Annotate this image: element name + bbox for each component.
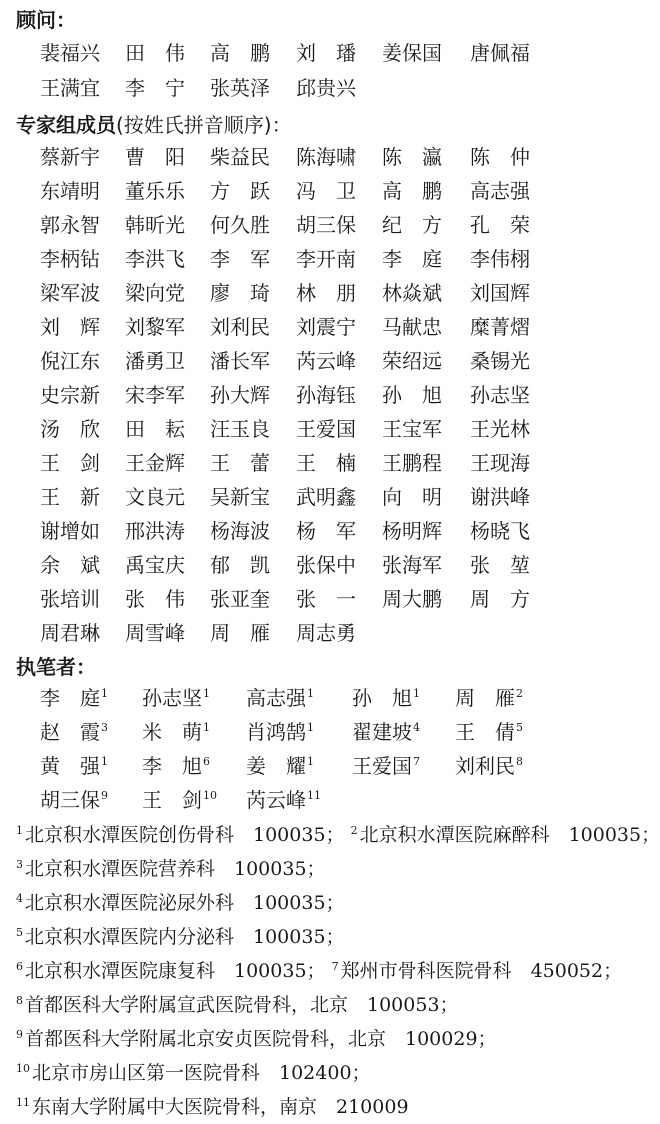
experts-heading-note: (按姓氏拼音顺序)： — [116, 113, 292, 137]
person-name: 高志强 — [470, 179, 530, 203]
person-name: 孙海钰 — [296, 383, 356, 407]
person-name: 周 雁$^2$ — [455, 686, 523, 710]
affiliation-marker: 1 — [307, 755, 314, 769]
affiliation-marker: 1 — [101, 755, 108, 769]
person-name: 刘利民$^8$ — [455, 754, 523, 778]
footnote-1: $^1$ 北京积水潭医院创伤骨科 100035； — [16, 823, 345, 846]
person-name: 曹 阳 — [125, 145, 185, 169]
person-name: 向 明 — [382, 485, 442, 509]
person-name: 刘黎军 — [125, 315, 185, 339]
affiliation-marker: 8 — [516, 755, 523, 769]
person-name: 荣绍远 — [382, 349, 442, 373]
person-name: 王 蕾 — [210, 451, 270, 475]
person-name: 柴益民 — [210, 145, 270, 169]
person-name: 纪 方 — [382, 213, 442, 237]
person-name: 汤 欣 — [40, 417, 100, 441]
person-name: 杨明辉 — [382, 519, 442, 543]
person-name: 马献忠 — [382, 315, 442, 339]
affiliation-marker: 1 — [203, 687, 210, 701]
person-name: 姜保国 — [382, 41, 442, 65]
person-name: 廖 琦 — [210, 281, 270, 305]
person-name: 潘长军 — [210, 349, 270, 373]
affiliation-marker: 10 — [203, 789, 217, 803]
person-name: 张 堃 — [470, 553, 530, 577]
person-name: 郭永智 — [40, 213, 100, 237]
footnote-5: $^5$ 北京积水潭医院内分泌科 100035； — [16, 925, 345, 948]
person-name: 汪玉良 — [210, 417, 270, 441]
footnote-line — [16, 954, 623, 988]
person-name: 余 斌 — [40, 553, 100, 577]
person-name: 蔡新宇 — [40, 145, 100, 169]
person-name: 孙 旭$^1$ — [352, 686, 420, 710]
person-name: 王 新 — [40, 485, 100, 509]
person-name: 张英泽 — [210, 76, 270, 100]
person-name: 吴新宝 — [210, 485, 270, 509]
footnote-line — [16, 886, 592, 920]
person-name: 王金辉 — [125, 451, 185, 475]
person-name: 张培训 — [40, 587, 100, 611]
person-name: 张海军 — [382, 553, 442, 577]
person-name: 高 鹏 — [382, 179, 442, 203]
person-name: 田 伟 — [125, 41, 185, 65]
person-name: 李柄钻 — [40, 247, 100, 271]
affiliation-marker: 2 — [516, 687, 523, 701]
person-name: 董乐乐 — [125, 179, 185, 203]
person-name: 李 旭$^6$ — [142, 754, 210, 778]
affiliation-marker: 11 — [307, 789, 321, 803]
person-name: 李 庭$^1$ — [40, 686, 108, 710]
person-name: 桑锡光 — [470, 349, 530, 373]
affiliation-marker: 7 — [413, 755, 420, 769]
footnote-2: $^2$ 北京积水潭医院麻醉科 100035； — [350, 823, 660, 846]
person-name: 王 剑$^{10}$ — [142, 788, 217, 812]
footnote-11: $^{11}$ 东南大学附属中大医院骨科，南京 210009 — [16, 1095, 409, 1118]
affiliation-marker: 1 — [203, 721, 210, 735]
person-name: 张亚奎 — [210, 587, 270, 611]
person-name: 王爱国$^7$ — [352, 754, 420, 778]
person-name: 武明鑫 — [296, 485, 356, 509]
person-name: 李 军 — [210, 247, 270, 271]
person-name: 周 雁 — [210, 621, 270, 645]
person-name: 谢洪峰 — [470, 485, 530, 509]
person-name: 梁军波 — [40, 281, 100, 305]
person-name: 张 一 — [296, 587, 356, 611]
person-name: 王爱国 — [296, 417, 356, 441]
person-name: 刘 璠 — [296, 41, 356, 65]
footnote-line — [16, 852, 592, 886]
person-name: 刘 辉 — [40, 315, 100, 339]
person-name: 李洪飞 — [125, 247, 185, 271]
person-name: 东靖明 — [40, 179, 100, 203]
person-name: 林焱斌 — [382, 281, 442, 305]
person-name: 潘勇卫 — [125, 349, 185, 373]
person-name: 翟建坡$^4$ — [352, 720, 420, 744]
experts-heading — [16, 113, 292, 137]
footnote-line — [16, 988, 592, 1022]
footnote-10: $^{10}$ 北京市房山区第一医院骨科 102400； — [16, 1061, 371, 1084]
person-name: 王 倩$^5$ — [455, 720, 523, 744]
footnote-line — [16, 1056, 592, 1090]
affiliation-marker: 1 — [101, 687, 108, 701]
person-name: 王现海 — [470, 451, 530, 475]
person-name: 李 宁 — [125, 76, 185, 100]
footnote-7: $^7$ 郑州市骨科医院骨科 450052； — [331, 959, 623, 982]
footnote-3: $^3$ 北京积水潭医院营养科 100035； — [16, 857, 326, 880]
person-name: 倪江东 — [40, 349, 100, 373]
person-name: 唐佩福 — [470, 41, 530, 65]
person-name: 周大鹏 — [382, 587, 442, 611]
person-name: 谢增如 — [40, 519, 100, 543]
person-name: 史宗新 — [40, 383, 100, 407]
affiliation-footnotes — [16, 818, 660, 1124]
person-name: 田 耘 — [125, 417, 185, 441]
affiliation-marker: 3 — [101, 721, 108, 735]
affiliation-marker: 6 — [203, 755, 210, 769]
footnote-6: $^6$ 北京积水潭医院康复科 100035； — [16, 959, 326, 982]
person-name: 冯 卫 — [296, 179, 356, 203]
person-name: 李伟栩 — [470, 247, 530, 271]
person-name: 糜菁熠 — [470, 315, 530, 339]
affiliation-marker: 5 — [516, 721, 523, 735]
person-name: 周雪峰 — [125, 621, 185, 645]
person-name: 周 方 — [470, 587, 530, 611]
person-name: 胡三保$^9$ — [40, 788, 108, 812]
person-name: 杨晓飞 — [470, 519, 530, 543]
person-name: 林 朋 — [296, 281, 356, 305]
person-name: 郁 凯 — [210, 553, 270, 577]
person-name: 胡三保 — [296, 213, 356, 237]
footnote-4: $^4$ 北京积水潭医院泌尿外科 100035； — [16, 891, 345, 914]
person-name: 孙志坚$^1$ — [142, 686, 210, 710]
person-name: 刘利民 — [210, 315, 270, 339]
person-name: 孙志坚 — [470, 383, 530, 407]
person-name: 杨海波 — [210, 519, 270, 543]
person-name: 芮云峰$^{11}$ — [246, 788, 321, 812]
person-name: 宋李军 — [125, 383, 185, 407]
person-name: 李开南 — [296, 247, 356, 271]
footnote-line — [16, 920, 592, 954]
person-name: 裴福兴 — [40, 41, 100, 65]
person-name: 杨 军 — [296, 519, 356, 543]
person-name: 孔 荣 — [470, 213, 530, 237]
person-name: 陈 瀛 — [382, 145, 442, 169]
person-name: 周君琳 — [40, 621, 100, 645]
experts-heading-title: 专家组成员 — [16, 113, 116, 137]
footnote-8: $^8$ 首都医科大学附属宣武医院骨科，北京 100053； — [16, 993, 459, 1016]
person-name: 王满宜 — [40, 76, 100, 100]
affiliation-marker: 4 — [413, 721, 420, 735]
person-name: 王鹏程 — [382, 451, 442, 475]
person-name: 王宝军 — [382, 417, 442, 441]
person-name: 米 萌$^1$ — [142, 720, 210, 744]
person-name: 邱贵兴 — [296, 76, 356, 100]
person-name: 禹宝庆 — [125, 553, 185, 577]
footnote-line — [16, 818, 660, 852]
person-name: 孙大辉 — [210, 383, 270, 407]
footnote-line — [16, 1090, 592, 1124]
person-name: 刘国辉 — [470, 281, 530, 305]
advisors-heading: 顾问： — [16, 8, 76, 32]
person-name: 张 伟 — [125, 587, 185, 611]
person-name: 刘震宁 — [296, 315, 356, 339]
person-name: 张保中 — [296, 553, 356, 577]
footnote-line — [16, 1022, 592, 1056]
affiliation-marker: 1 — [307, 687, 314, 701]
person-name: 王 剑 — [40, 451, 100, 475]
person-name: 韩昕光 — [125, 213, 185, 237]
person-name: 文良元 — [125, 485, 185, 509]
person-name: 王 楠 — [296, 451, 356, 475]
person-name: 邢洪涛 — [125, 519, 185, 543]
person-name: 姜 耀$^1$ — [246, 754, 314, 778]
person-name: 周志勇 — [296, 621, 356, 645]
footnote-9: $^9$ 首都医科大学附属北京安贞医院骨科，北京 100029； — [16, 1027, 497, 1050]
person-name: 何久胜 — [210, 213, 270, 237]
person-name: 芮云峰 — [296, 349, 356, 373]
person-name: 肖鸿鹄$^1$ — [246, 720, 314, 744]
person-name: 梁向党 — [125, 281, 185, 305]
person-name: 高 鹏 — [210, 41, 270, 65]
person-name: 王光林 — [470, 417, 530, 441]
person-name: 陈 仲 — [470, 145, 530, 169]
person-name: 孙 旭 — [382, 383, 442, 407]
person-name: 赵 霞$^3$ — [40, 720, 108, 744]
person-name: 方 跃 — [210, 179, 270, 203]
affiliation-marker: 1 — [307, 721, 314, 735]
affiliation-marker: 1 — [413, 687, 420, 701]
person-name: 黄 强$^1$ — [40, 754, 108, 778]
writers-heading: 执笔者： — [16, 655, 96, 679]
affiliation-marker: 9 — [101, 789, 108, 803]
person-name: 李 庭 — [382, 247, 442, 271]
person-name: 陈海啸 — [296, 145, 356, 169]
person-name: 高志强$^1$ — [246, 686, 314, 710]
